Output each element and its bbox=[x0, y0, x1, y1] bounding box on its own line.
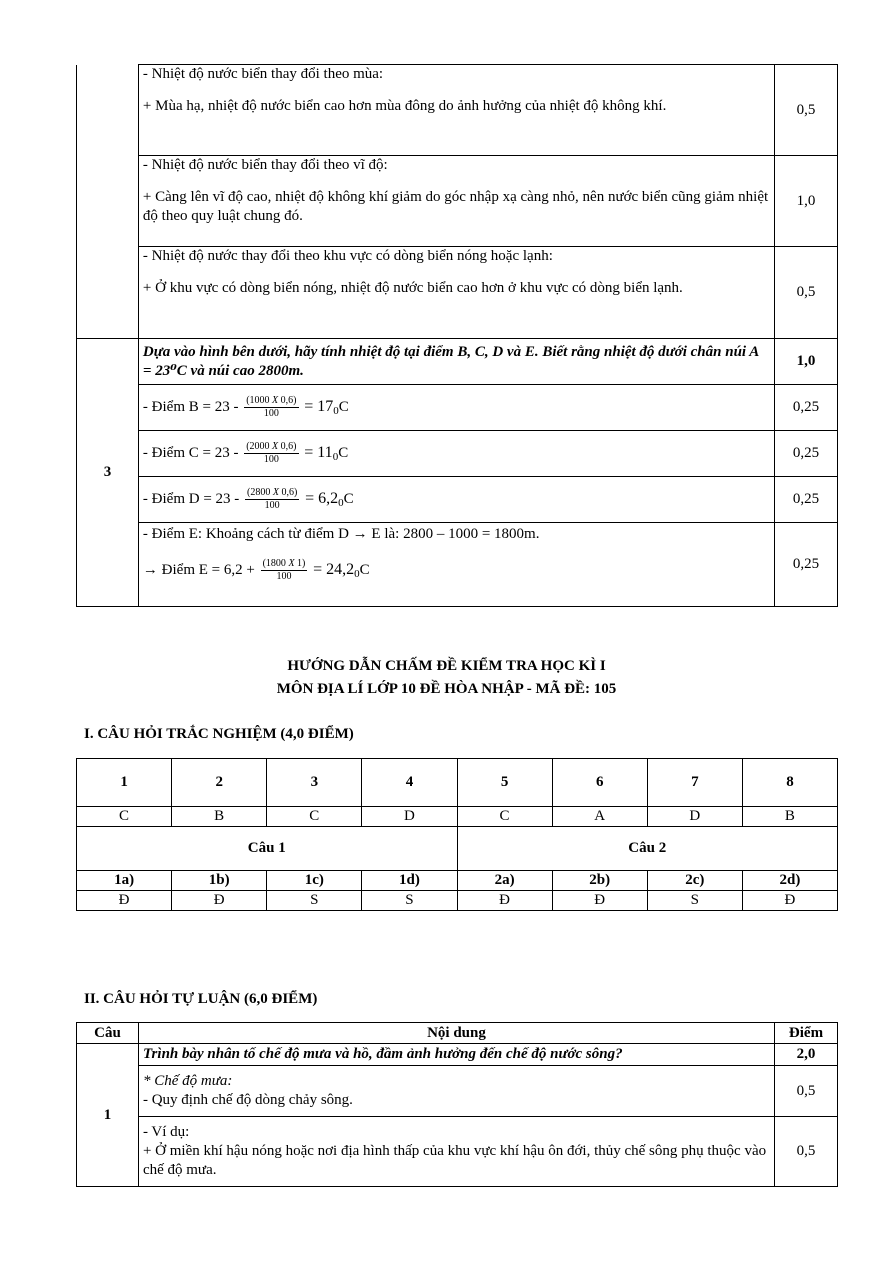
fraction bbox=[261, 558, 308, 583]
score-cell: 1,0 bbox=[775, 339, 838, 385]
content-cell bbox=[138, 156, 774, 247]
table-row bbox=[77, 339, 838, 385]
score-cell: 0,25 bbox=[775, 523, 838, 607]
multiple-choice-answer-table bbox=[76, 758, 838, 911]
part-title: - Ví dụ: bbox=[142, 1124, 190, 1140]
answer-cell: C bbox=[267, 807, 362, 827]
answer-cell: B bbox=[172, 807, 267, 827]
table-row bbox=[77, 759, 838, 807]
document-heading-line1: HƯỚNG DẪN CHẤM ĐỀ KIỂM TRA HỌC KÌ I bbox=[287, 658, 606, 674]
sub-question-label: 1a) bbox=[77, 871, 172, 891]
essay-continuation-table bbox=[76, 64, 838, 607]
formula-result: = 11 bbox=[304, 443, 333, 461]
column-header-cau: Câu bbox=[77, 1023, 139, 1044]
row-title: - Nhiệt độ nước thay đổi theo khu vực có dòng biển nóng hoặc lạnh: bbox=[142, 248, 553, 264]
question-number: 3 bbox=[77, 339, 139, 607]
true-false-answer: Đ bbox=[172, 891, 267, 911]
sub-question-label: 2c) bbox=[647, 871, 742, 891]
degree-mark: 0 bbox=[338, 496, 344, 509]
fraction-denominator: 100 bbox=[263, 407, 279, 419]
column-header-noi-dung: Nội dung bbox=[138, 1023, 774, 1044]
row-detail: + Mùa hạ, nhiệt độ nước biển cao hơn mùa đông do ảnh hưởng của nhiệt độ không khí. bbox=[142, 98, 667, 114]
question-number: 7 bbox=[647, 759, 742, 807]
content-cell bbox=[138, 65, 774, 156]
degree-mark: 0 bbox=[333, 404, 339, 417]
table-row bbox=[77, 827, 838, 871]
question-number: 5 bbox=[457, 759, 552, 807]
formula-result: = 17 bbox=[304, 397, 334, 415]
point-b-formula bbox=[138, 385, 774, 431]
score-cell: 2,0 bbox=[775, 1044, 838, 1066]
table-row bbox=[77, 247, 838, 339]
table-row bbox=[77, 1044, 838, 1066]
formula-prefix: - Điểm C = 23 - bbox=[142, 444, 239, 461]
answer-cell: C bbox=[457, 807, 552, 827]
row-detail: + Ở khu vực có dòng biển nóng, nhiệt độ nước biển cao hơn ở khu vực có dòng biển lạnh. bbox=[142, 280, 683, 296]
content-cell bbox=[138, 247, 774, 339]
section-title: I. CÂU HỎI TRẮC NGHIỆM (4,0 ĐIỂM) bbox=[84, 726, 354, 742]
sub-question-label: 2a) bbox=[457, 871, 552, 891]
part-text: - Quy định chế độ dòng chảy sông. bbox=[142, 1092, 353, 1108]
fraction-numerator: (1800 X 1) bbox=[262, 558, 306, 569]
sub-question-label: 2b) bbox=[552, 871, 647, 891]
score-cell: 0,25 bbox=[775, 477, 838, 523]
table-row bbox=[77, 477, 838, 523]
true-false-answer: S bbox=[362, 891, 457, 911]
formula-result: = 24,2 bbox=[313, 560, 355, 578]
formula-prefix: → Điểm E = 6,2 + bbox=[142, 561, 255, 578]
table-row bbox=[77, 156, 838, 247]
table-row bbox=[77, 1066, 838, 1117]
section-title: II. CÂU HỎI TỰ LUẬN (6,0 ĐIỂM) bbox=[84, 991, 318, 1007]
table-row bbox=[77, 871, 838, 891]
essay-answer-table bbox=[76, 1022, 838, 1187]
answer-cell: A bbox=[552, 807, 647, 827]
content-cell bbox=[138, 1066, 774, 1117]
question-number: 2 bbox=[172, 759, 267, 807]
point-d-formula bbox=[138, 477, 774, 523]
true-false-answer: Đ bbox=[552, 891, 647, 911]
distance-line: - Điểm E: Khoảng cách từ điểm D → E là: 2800 – 1000 = 1800m. bbox=[142, 526, 540, 542]
formula-prefix: - Điểm D = 23 - bbox=[142, 490, 240, 507]
fraction-denominator: 100 bbox=[264, 499, 280, 511]
score-cell: 0,5 bbox=[775, 1117, 838, 1187]
table-row bbox=[77, 65, 838, 156]
empty-cell bbox=[77, 65, 139, 339]
row-title: - Nhiệt độ nước biển thay đổi theo mùa: bbox=[142, 66, 384, 82]
question-number: 1 bbox=[77, 759, 172, 807]
table-row bbox=[77, 431, 838, 477]
fraction bbox=[244, 441, 298, 466]
table-row bbox=[77, 523, 838, 607]
true-false-answer: Đ bbox=[77, 891, 172, 911]
score-cell: 0,5 bbox=[775, 65, 838, 156]
unit: C bbox=[338, 398, 349, 415]
question-text: Trình bày nhân tố chế độ mưa và hồ, đầm ảnh hưởng đến chế độ nước sông? bbox=[138, 1044, 774, 1066]
question-text: Dựa vào hình bên dưới, hãy tính nhiệt độ tại điểm B, C, D và E. Biết rằng nhiệt độ dưới chân núi A = 23⁰C và núi cao 2800m. bbox=[138, 339, 774, 385]
fraction-denominator: 100 bbox=[263, 453, 279, 465]
part-text: + Ở miền khí hậu nóng hoặc nơi địa hình thấp của khu vực khí hậu ôn đới, thủy chế sông phụ thuộc vào chế độ mưa. bbox=[142, 1143, 767, 1178]
column-header-diem: Điểm bbox=[775, 1023, 838, 1044]
table-row bbox=[77, 385, 838, 431]
answer-cell: D bbox=[362, 807, 457, 827]
formula-prefix: - Điểm B = 23 - bbox=[142, 398, 239, 415]
fraction bbox=[245, 487, 299, 512]
degree-mark: 0 bbox=[332, 450, 339, 463]
fraction-numerator: (2000 X 0,6) bbox=[246, 440, 297, 452]
point-e-formula bbox=[138, 523, 774, 607]
sub-question-label: 2d) bbox=[742, 871, 837, 891]
score-cell: 0,25 bbox=[775, 385, 838, 431]
table-row bbox=[77, 1117, 838, 1187]
point-c-formula bbox=[138, 431, 774, 477]
content-cell bbox=[138, 1117, 774, 1187]
true-false-answer: Đ bbox=[457, 891, 552, 911]
answer-cell: D bbox=[647, 807, 742, 827]
true-false-answer: S bbox=[267, 891, 362, 911]
unit: C bbox=[359, 561, 370, 578]
fraction-denominator: 100 bbox=[276, 571, 292, 582]
fraction-numerator: (1000 X 0,6) bbox=[246, 394, 297, 406]
question-number: 8 bbox=[742, 759, 837, 807]
question-number: 4 bbox=[362, 759, 457, 807]
score-cell: 0,5 bbox=[775, 1066, 838, 1117]
document-heading-line2: MÔN ĐỊA LÍ LỚP 10 ĐỀ HÒA NHẬP - MÃ ĐỀ: 105 bbox=[276, 681, 617, 697]
question-number: 3 bbox=[267, 759, 362, 807]
table-row bbox=[77, 1023, 838, 1044]
table-row bbox=[77, 807, 838, 827]
score-cell: 0,5 bbox=[775, 247, 838, 339]
unit: C bbox=[343, 490, 354, 507]
table-row bbox=[77, 891, 838, 911]
group-header-cau-2: Câu 2 bbox=[457, 827, 838, 871]
sub-question-label: 1b) bbox=[172, 871, 267, 891]
group-header-cau-1: Câu 1 bbox=[77, 827, 458, 871]
degree-mark: 0 bbox=[354, 567, 360, 580]
fraction bbox=[244, 395, 298, 420]
row-detail: + Càng lên vĩ độ cao, nhiệt độ không khí giảm do góc nhập xạ càng nhỏ, nên nước biển cũng giảm nhiệt độ theo quy luật chung đó. bbox=[142, 189, 769, 224]
answer-cell: C bbox=[77, 807, 172, 827]
question-number: 6 bbox=[552, 759, 647, 807]
row-title: - Nhiệt độ nước biển thay đổi theo vĩ độ: bbox=[142, 157, 388, 173]
true-false-answer: S bbox=[647, 891, 742, 911]
true-false-answer: Đ bbox=[742, 891, 837, 911]
sub-question-label: 1c) bbox=[267, 871, 362, 891]
formula-result: = 6,2 bbox=[305, 489, 339, 507]
score-cell: 0,25 bbox=[775, 431, 838, 477]
part-title: * Chế độ mưa: bbox=[142, 1073, 233, 1089]
score-cell: 1,0 bbox=[775, 156, 838, 247]
answer-cell: B bbox=[742, 807, 837, 827]
sub-question-label: 1d) bbox=[362, 871, 457, 891]
unit: C bbox=[338, 444, 349, 461]
question-number: 1 bbox=[77, 1044, 139, 1187]
fraction-numerator: (2800 X 0,6) bbox=[247, 486, 298, 498]
